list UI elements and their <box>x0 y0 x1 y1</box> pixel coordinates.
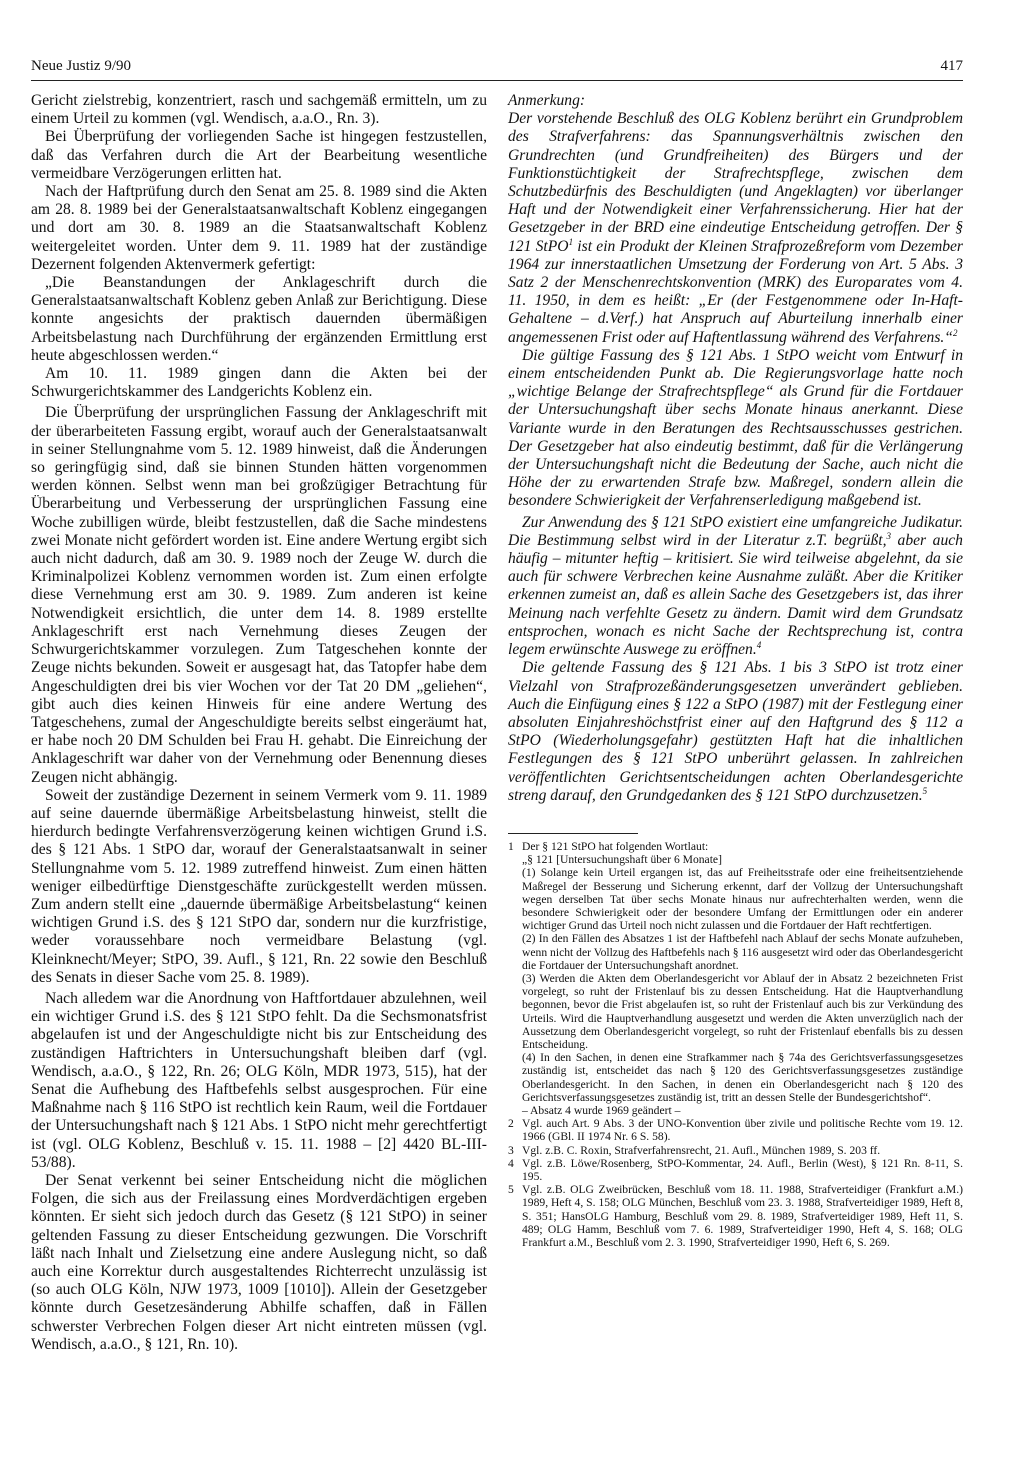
footnote-law-paragraph: (4) In den Sachen, in denen eine Strafkammer nach § 74a des Gerichtsverfassungsgesetzes zuständig ist, entscheidet das nach § 120 des Gerichtsverfassungsgesetzes zuständige Oberlandesgericht. In den Sachen, in denen ein Oberlandesgericht nach § 120 des Gerichtsverfassungsgesetzes zuständig ist, tritt an dessen Stelle der Bundesgerichtshof“. <box>522 1051 963 1104</box>
footnote-1: 1 Der § 121 StPO hat folgenden Wortlaut: <box>508 839 709 853</box>
footnote-law-paragraph: (1) Solange kein Urteil ergangen ist, das auf Freiheitsstrafe oder eine freiheitsentziehende Maßregel der Besserung und Sicherung erkennt, darf der Vollzug der Untersuchungshaft wegen derselben Tat über sechs Monate hinaus nur aufrechterhalten werden, wenn die besondere Schwierigkeit oder der besondere Umfang der Ermittlungen oder ein anderer wichtiger Grund das Urteil noch nicht zulassen und die Fortdauer der Haft rechtfertigen. <box>522 866 963 933</box>
paragraph: Nach der Haftprüfung durch den Senat am 25. 8. 1989 sind die Akten am 28. 8. 1989 bei der Generalstaatsanwaltschaft Koblenz eingegangen und dort am 30. 8. 1989 an die Staatsanwaltschaft Koblenz weitergeleitet worden. Unter dem 9. 11. 1989 hat der zuständige Dezernent folgenden Aktenvermerk gefertigt: <box>31 183 487 273</box>
paragraph: Soweit der zuständige Dezernent in seinem Vermerk vom 9. 11. 1989 auf seine dauernde übermäßige Arbeitsbelastung hinweist, stellt die hierdurch bedingte Verfahrensverzögerung keinen wichtigen Grund i.S. des § 121 Abs. 1 StPO dar, worauf der Generalstaatsanwalt in seiner Stellungnahme vom 5. 12. 1989 zutreffend hinweist. Zum einen hätten weniger eilbedürftige Dienstgeschäfte zurückgestellt werden müssen. Zum andern stellt eine „dauernde übermäßige Arbeitsbelastung“ keinen wichtigen Grund i.S. des § 121 StPO dar, sondern nur die kurzfristige, weder voraussehbare noch vermeidbare Belastung (vgl. Kleinknecht/Meyer; StPO, 39. Aufl., § 121, Rn. 22 sowie den Beschluß des Senats in dieser Sache vom 25. 8. 1989). <box>31 786 487 986</box>
footnote-2: 2 Vgl. auch Art. 9 Abs. 3 der UNO-Konvention über zivile und politische Rechte vom 19. 12. 1966 (GBl. II 1974 Nr. 6 S. 58). <box>508 1117 963 1144</box>
paragraph: Gericht zielstrebig, konzentriert, rasch und sachgemäß ermitteln, um zu einem Urteil zu kommen (vgl. Wendisch, a.a.O., Rn. 3). <box>31 92 487 128</box>
paragraph: Nach alledem war die Anordnung von Haftfortdauer abzulehnen, weil ein wichtiger Grund i.S. des § 121 StPO fehlt. Da die Sechsmonatsfrist abgelaufen ist und der Angeschuldigte nicht bis zur Entscheidung des zuständigen Haftrichters in Untersuchungshaft bleiben darf (vgl. Wendisch, a.a.O., § 122, Rn. 26; OLG Köln, MDR 1973, 515), hat der Senat die Aufhebung des Haftbefehls selbst ausgesprochen. Für eine Maßnahme nach § 116 StPO ist rechtlich kein Raum, weil die Fortdauer der Untersuchungshaft nach § 121 Abs. 1 StPO nicht mehr gerechtfertigt ist (vgl. OLG Koblenz, Beschluß v. 15. 11. 1988 – [2] 4420 BL-III-53/88). <box>31 989 487 1171</box>
annotation-paragraph: Die gültige Fassung des § 121 Abs. 1 StPO weicht vom Entwurf in einem entscheidenden Punkt ab. Die Regierungsvorlage hatte noch „wichtige Belange der Strafrechtspflege“ als Grund für die Fortdauer der Untersuchungshaft über sechs Monate hinaus anerkannt. Diese Variante wurde in den Beratungen des Rechtsausschusses gestrichen. Der Gesetzgeber hat also eindeutig bestimmt, daß für die Verlängerung der Untersuchungshaft nicht die Bedeutung der Sache, auch nicht die Höhe der zu erwartenden Strafe bzw. Maßregel, sondern allein die besondere Schwierigkeit der Verfahrenserledigung maßgebend ist. <box>508 346 963 510</box>
annotation-paragraph: Die geltende Fassung des § 121 Abs. 1 bis 3 StPO ist trotz einer Vielzahl von Strafprozeßänderungsgesetzen unverändert geblieben. Auch die Einfügung eines § 122 a StPO (1987) mit der Festlegung einer absoluten Einjahreshöchstfrist einer auf den Haftgrund des § 112 a StPO (Wiederholungsgefahr) gestützten Haft hat die inhaltlichen Festlegungen des § 121 StPO unberührt gelassen. In zahlreichen veröffentlichten Gerichtsentscheidungen achten Oberlandesgerichte streng darauf, den Grundgedanken des § 121 StPO durchzusetzen.$^5$ <box>508 659 963 804</box>
footnote-law-heading: „§ 121 [Untersuchungshaft über 6 Monate] <box>522 853 722 867</box>
left-column <box>31 92 487 1354</box>
paragraph: Der Senat verkennt bei seiner Entscheidung nicht die möglichen Folgen, die sich aus der Freilassung eines Mordverdächtigen ergeben könnten. Er sieht sich jedoch durch das Gesetz (§ 121 StPO) in seiner geltenden Fassung zu dieser Entscheidung gezwungen. Die Vorschrift läßt nach Inhalt und Zielsetzung eine andere Auslegung nicht, so daß auch eine Korrektur durch ausgestaltendes Richterrecht unzulässig ist (so auch OLG Köln, NJW 1973, 1009 [1010]). Allein der Gesetzgeber könnte durch Gesetzesänderung Abhilfe schaffen, daß in Fällen schwerster Verbrechen Folgen dieser Art nicht eintreten müssen (vgl. Wendisch, a.a.O., § 121, Rn. 10). <box>31 1171 487 1353</box>
annotation-paragraph: Zur Anwendung des § 121 StPO existiert eine umfangreiche Judikatur. Die Bestimmung selbst wird in der Literatur z.T. begrüßt,$^3$ aber auch häufig – mitunter heftig – kritisiert. Sie wird teilweise abgelehnt, da sie auch für schwere Verbrechen keine Ausnahme zuläßt. Aber die Kritiker erkennen zumeist an, daß es allein Sache des Gesetzgebers ist, das ihrer Meinung nach verfehlte Gesetz zu ändern. Damit wird dem Grundsatz entsprochen, wonach es nicht Sache der Rechtsprechung ist, contra legem erwünschte Auswege zu eröffnen.$^4$ <box>508 513 963 659</box>
footnote-4: 4 Vgl. z.B. Löwe/Rosenberg, StPO-Kommentar, 24. Aufl., Berlin (West), § 121 Rn. 8-11, S. 195. <box>508 1156 963 1183</box>
footnote-ref: 4 <box>756 639 762 650</box>
footnote-ref: 2 <box>952 327 958 338</box>
footnote-ref: 1 <box>568 236 574 247</box>
paragraph: Die Überprüfung der ursprünglichen Fassung der Anklageschrift mit der überarbeiteten Fassung ergibt, worauf auch der Generalstaatsanwalt in seiner Stellungnahme vom 5. 12. 1989 hinweist, daß die Änderungen so geringfügig sind, daß sie binnen Stunden hätten vorgenommen werden können. Selbst wenn man bei großzügiger Betrachtung für Überarbeitung und Verbesserung der ursprünglichen Fassung eine Woche zubilligen würde, bleibt festzustellen, daß die Sache mindestens zwei Monate nicht gefördert worden ist. Eine andere Wertung ergibt sich auch nicht dadurch, daß am 30. 9. 1989 noch der Zeuge W. durch die Kriminalpolizei Koblenz vernommen worden ist. Zum einen erfolgte diese Vernehmung erst am 30. 9. 1989. Zum anderen ist keine Notwendigkeit ersichtlich, die unter dem 14. 8. 1989 erstellte Anklageschrift erst nach Vernehmung dieses Zeugen der Schwurgerichtskammer vorzulegen. Zum Tatgeschehen konnte der Zeuge nichts bekunden. Soweit er ausgesagt hat, das Tatopfer habe dem Angeschuldigten drei bis vier Wochen vor der Tat 20 DM „geliehen“, gibt auch dies keinen Hinweis für eine andere Wertung des Tatgeschehens, zumal der Angeschuldigte bereits selbst eingeräumt hat, er habe noch 20 DM Schulden bei Frau H. gehabt. Die Einreichung der Anklageschrift war daher von der Vernehmung oder Benennung dieses Zeugen nicht abhängig. <box>31 404 487 786</box>
page-header <box>31 58 963 81</box>
paragraph: Bei Überprüfung der vorliegenden Sache ist hingegen festzustellen, daß das Verfahren durch die Art der Bearbeitung wesentliche vermeidbare Verzögerungen erlitten hat. <box>31 128 487 182</box>
footnote-law-note: – Absatz 4 wurde 1969 geändert – <box>522 1103 681 1117</box>
footnote-divider <box>508 833 638 834</box>
footnote-3: 3 Vgl. z.B. C. Roxin, Strafverfahrensrecht, 21. Aufl., München 1989, S. 203 ff. <box>508 1143 881 1157</box>
footnote-ref: 5 <box>922 785 928 796</box>
quoted-note: „Die Beanstandungen der Anklageschrift durch die Generalstaatsanwaltschaft Koblenz geben Anlaß zur Berichtigung. Diese konnte angesichts der praktisch dauernden übermäßigen Arbeitsbelastung nach Durchführung der ergänzenden Ermittlung erst heute abgeschlossen werden.“ <box>31 274 487 364</box>
journal-title: Neue Justiz 9/90 <box>31 58 131 74</box>
paragraph: Am 10. 11. 1989 gingen dann die Akten bei der Schwurgerichtskammer des Landgerichts Koblenz ein. <box>31 365 487 401</box>
footnote-5: 5 Vgl. z.B. OLG Zweibrücken, Beschluß vom 18. 11. 1988, Strafverteidiger (Frankfurt a.M.) 1989, Heft 4, S. 158; OLG München, Beschluß vom 23. 3. 1988, Strafverteidiger 1989, Heft 8, S. 351; HansOLG Hamburg, Beschluß vom 29. 8. 1989, Strafverteidiger 1989, Heft 11, S. 489; OLG Hamm, Beschluß vom 7. 6. 1989, Strafverteidiger 1990, Heft 4, S. 168; OLG Frankfurt a.M., Beschluß vom 2. 3. 1990, Strafverteidiger 1990, Heft 6, S. 269. <box>508 1183 963 1250</box>
annotation-title: Anmerkung: <box>508 92 586 109</box>
footnote-law-paragraph: (2) In den Fällen des Absatzes 1 ist der Haftbefehl nach Ablauf der sechs Monate aufzuheben, wenn nicht der Vollzug des Haftbefehls nach § 116 ausgesetzt wird oder das Oberlandesgericht die Fortdauer der Untersuchungshaft anordnet. <box>522 932 963 972</box>
annotation-paragraph: Der vorstehende Beschluß des OLG Koblenz berührt ein Grundproblem des Strafverfahrens: das Spannungsverhältnis zwischen den Grundrechten (und Grundfreiheiten) des Bürgers und der Funktionstüchtigkeit der Strafrechtspflege, zwischen dem Schutzbedürfnis des Beschuldigten (und Angeklagten) vor überlanger Haft und der Notwendigkeit einer Verfahrenssicherung. Hier hat der Gesetzgeber in der BRD eine eindeutige Entscheidung getroffen. Der § 121 StPO$^1$ ist ein Produkt der Kleinen Strafprozeßreform vom Dezember 1964 zur innerstaatlichen Umsetzung der Forderung von Art. 5 Abs. 3 Satz 2 der Menschenrechtskonvention (MRK) des Europarates vom 4. 11. 1950, in dem es heißt: „Er (der Festgenommene oder In-Haft-Gehaltene – d.Verf.) hat Anspruch auf Aburteilung innerhalb einer angemessenen Frist oder auf Haftentlassung während des Verfahrens.“$^2$ <box>508 110 963 346</box>
right-column <box>508 92 963 1249</box>
footnote-law-paragraph: (3) Werden die Akten dem Oberlandesgericht vor Ablauf der in Absatz 2 bezeichneten Frist vorgelegt, so ruht der Fristenlauf bis zu dessen Entscheidung. Hat die Hauptverhandlung begonnen, bevor die Frist abgelaufen ist, so ruht der Fristenlauf auch bis zur Verkündung des Urteils. Wird die Hauptverhandlung ausgesetzt und werden die Akten unverzüglich nach der Aussetzung dem Oberlandesgericht vorgelegt, so ruht der Fristenlauf ebenfalls bis zu dessen Entscheidung. <box>522 971 963 1051</box>
footnote-ref: 3 <box>886 530 891 541</box>
page-number: 417 <box>940 58 963 74</box>
